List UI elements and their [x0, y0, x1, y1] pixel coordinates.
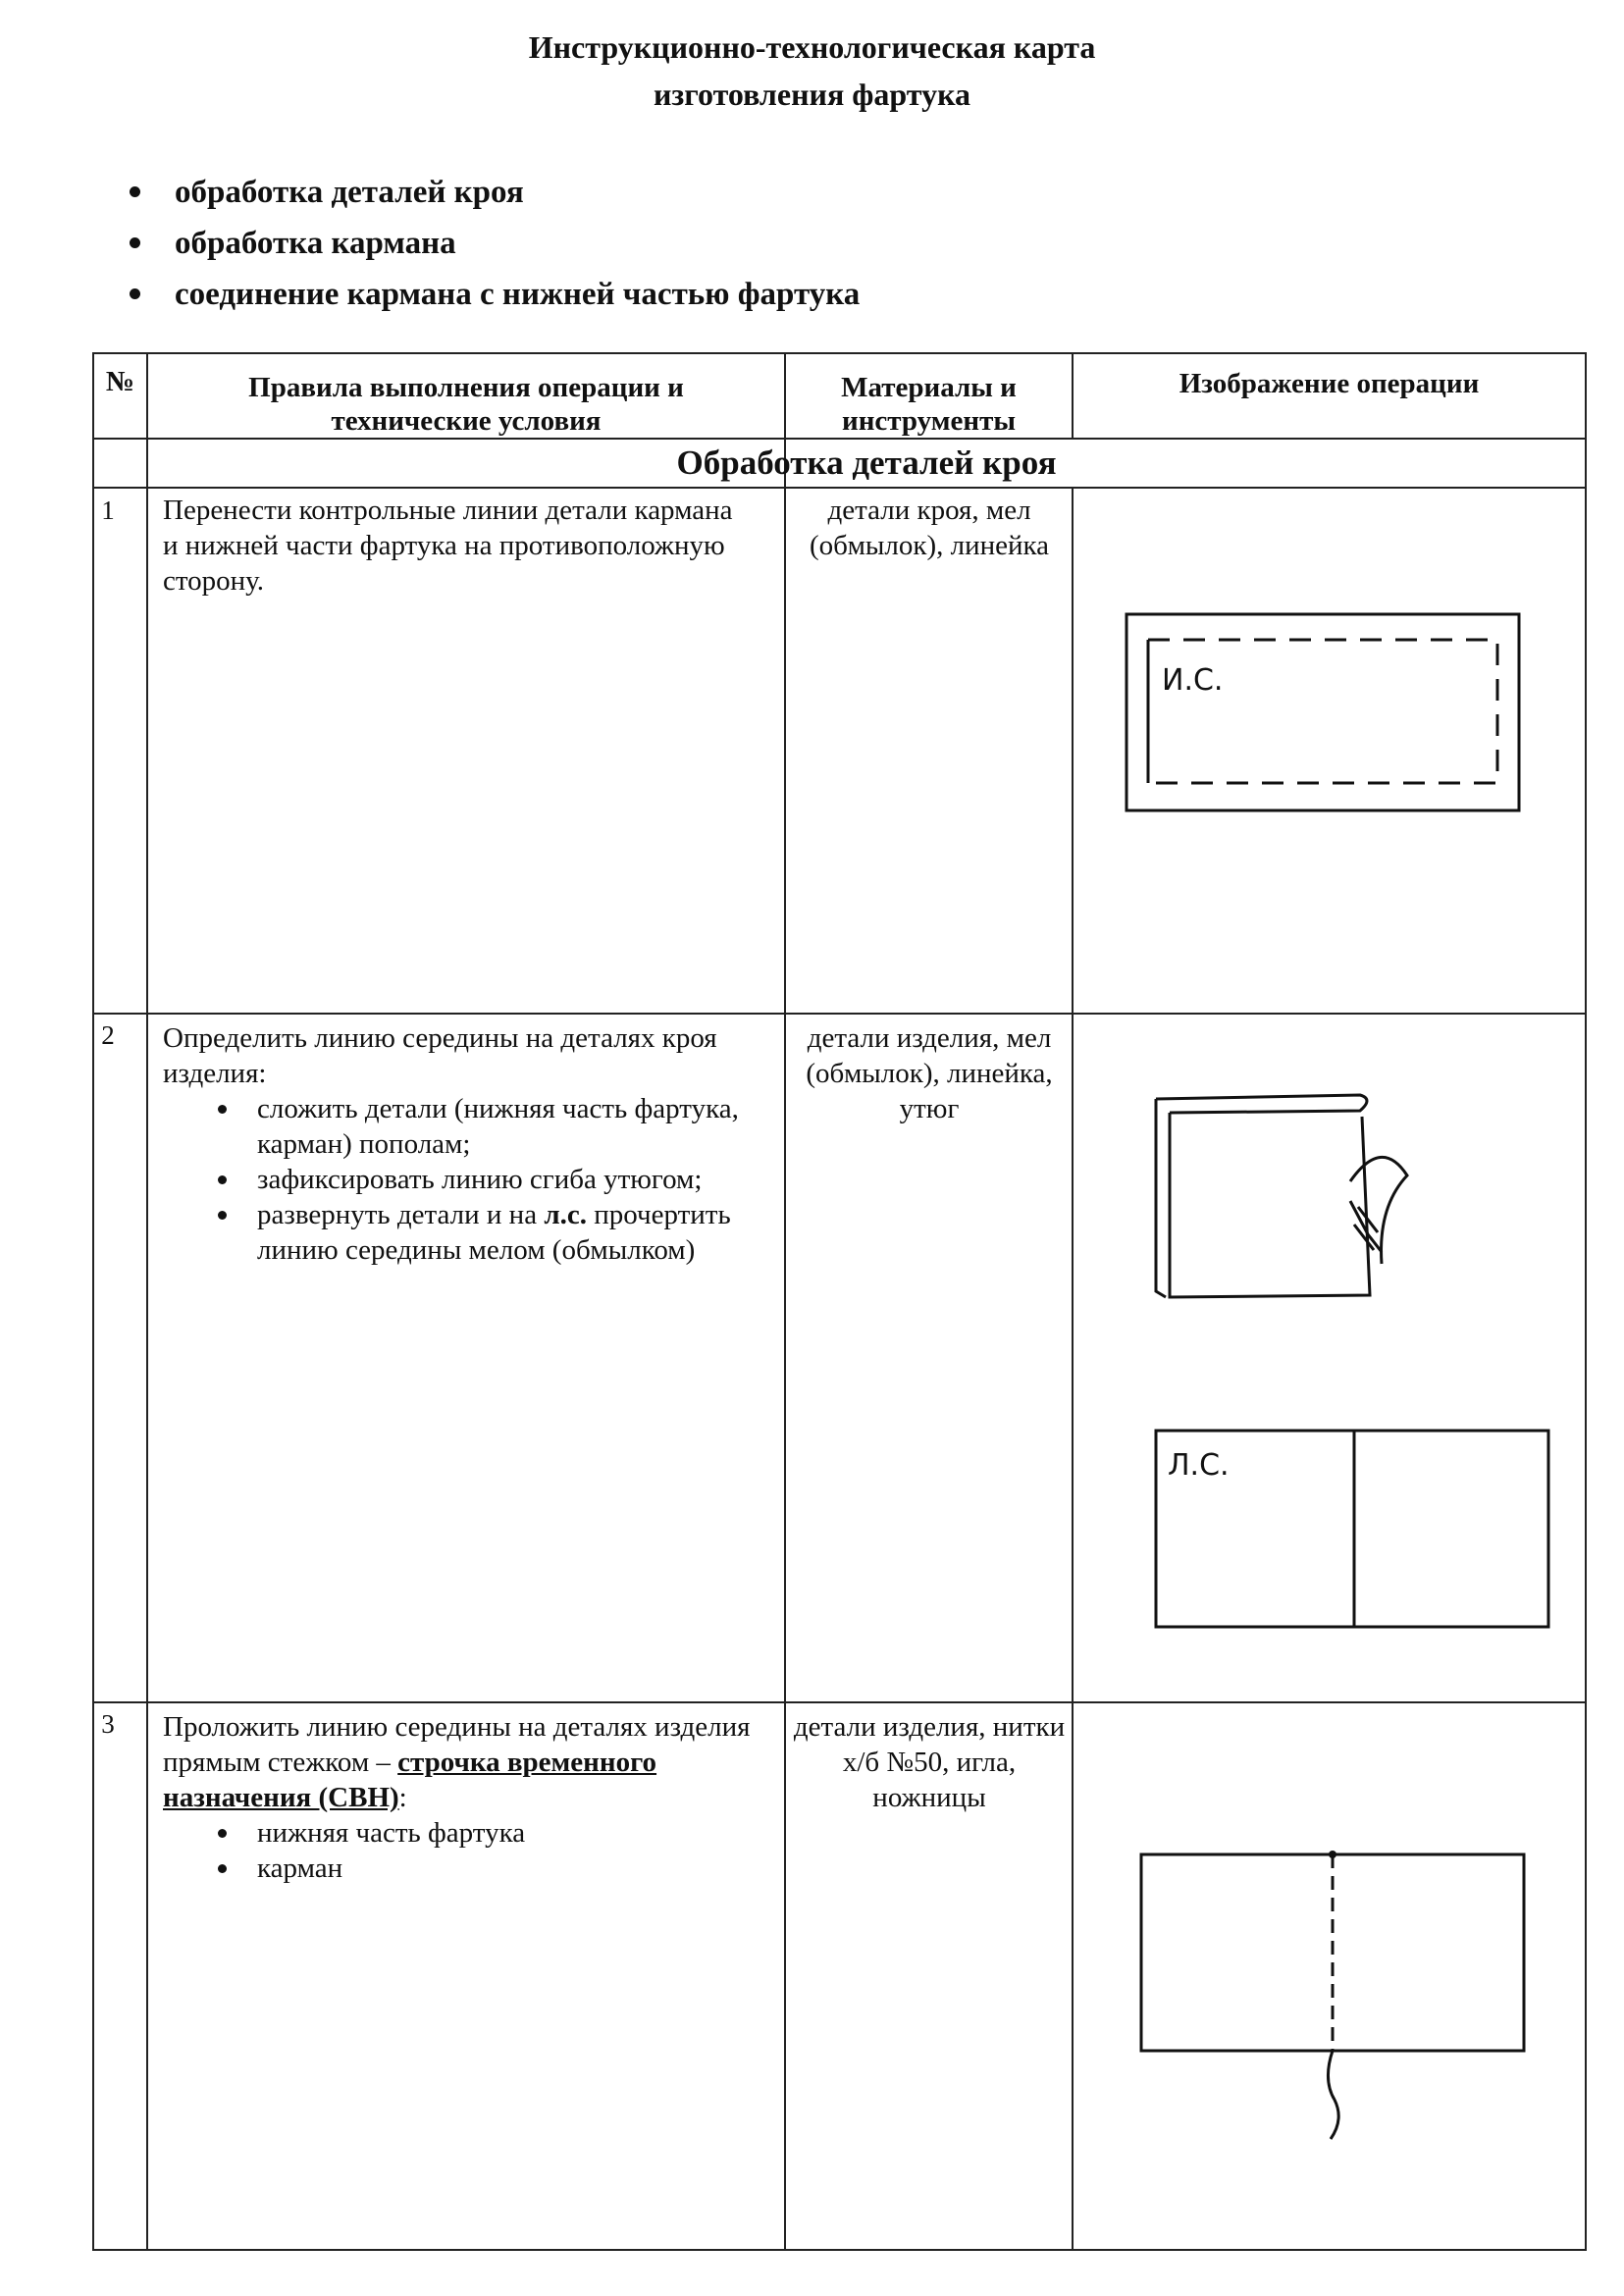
row-3-rule-text [163, 1709, 761, 1815]
row-number-3: 3 [101, 1709, 115, 1739]
column-header-rules-line-2: технические условия [331, 405, 602, 437]
row-2-materials: детали изделия, мел (обмылок), линейка, утюг [806, 1022, 1053, 1124]
column-header-image: Изображение операции [1179, 368, 1480, 399]
row-1-sketch-label: И.С. [1162, 663, 1224, 698]
row-3-rule-intro: Проложить линию середины на деталях изделия прямым стежком – [163, 1711, 751, 1778]
row-2-steps [163, 1091, 752, 1268]
title-line-1: Инструкционно-технологическая карта [528, 29, 1096, 65]
row-1-rule: Перенести контрольные линии детали кармана и нижней части фартука на противоположную сторону. [163, 495, 733, 597]
row-number-1: 1 [101, 496, 115, 525]
row-2-step: сложить детали (нижняя часть фартука, карман) пополам; [257, 1091, 752, 1162]
topics-list [118, 167, 860, 320]
row-3-illustration [1087, 1815, 1568, 2149]
row-2-rule [163, 1020, 752, 1268]
column-header-materials-line-2: инструменты [842, 405, 1016, 437]
row-2-step-3-bold: л.с. [544, 1199, 587, 1230]
column-header-materials-line-1: Материалы и [841, 372, 1017, 403]
row-3-rule-term: строчка временного назначения (СВН) [163, 1747, 657, 1813]
row-2-step-3 [257, 1197, 752, 1268]
folding-sketch-icon [1087, 1038, 1568, 1692]
row-3-step: нижняя часть фартука [257, 1815, 761, 1851]
column-header-rules-line-1: Правила выполнения операции и [248, 372, 684, 403]
column-header-num: № [105, 366, 135, 397]
column-header-rules [147, 371, 785, 438]
row-3-steps [163, 1815, 761, 1886]
row-2-step: зафиксировать линию сгиба утюгом; [257, 1162, 752, 1197]
basting-stitch-sketch-icon [1087, 1815, 1568, 2149]
row-2-step-3-head: развернуть детали и на [257, 1199, 545, 1230]
row-3-rule [163, 1709, 761, 1886]
row-2-rule-intro: Определить линию середины на деталях кроя изделия: [163, 1022, 717, 1089]
row-1-illustration [1087, 585, 1568, 885]
row-2-step-3-tail: прочертить линию середины мелом (обмылком) [257, 1199, 731, 1266]
row-2-sketch-label: Л.С. [1168, 1448, 1230, 1483]
column-header-materials [785, 371, 1073, 438]
row-3-step: карман [257, 1851, 761, 1886]
title-line-2: изготовления фартука [653, 77, 971, 112]
row-3-materials: детали изделия, нитки х/б №50, игла, ножницы [793, 1711, 1066, 1813]
row-3-rule-colon: : [398, 1782, 407, 1813]
topic-item: соединение кармана с нижней частью фартука [118, 269, 860, 320]
row-number-2: 2 [101, 1020, 115, 1050]
document-title [0, 24, 1624, 118]
row-2-illustration [1087, 1038, 1568, 1692]
section-title: Обработка деталей кроя [676, 444, 1057, 482]
topic-item: обработка деталей кроя [118, 167, 860, 218]
topic-item: обработка кармана [118, 218, 860, 269]
row-1-materials: детали кроя, мел (обмылок), линейка [809, 495, 1050, 561]
rectangle-sketch-icon [1087, 585, 1568, 885]
